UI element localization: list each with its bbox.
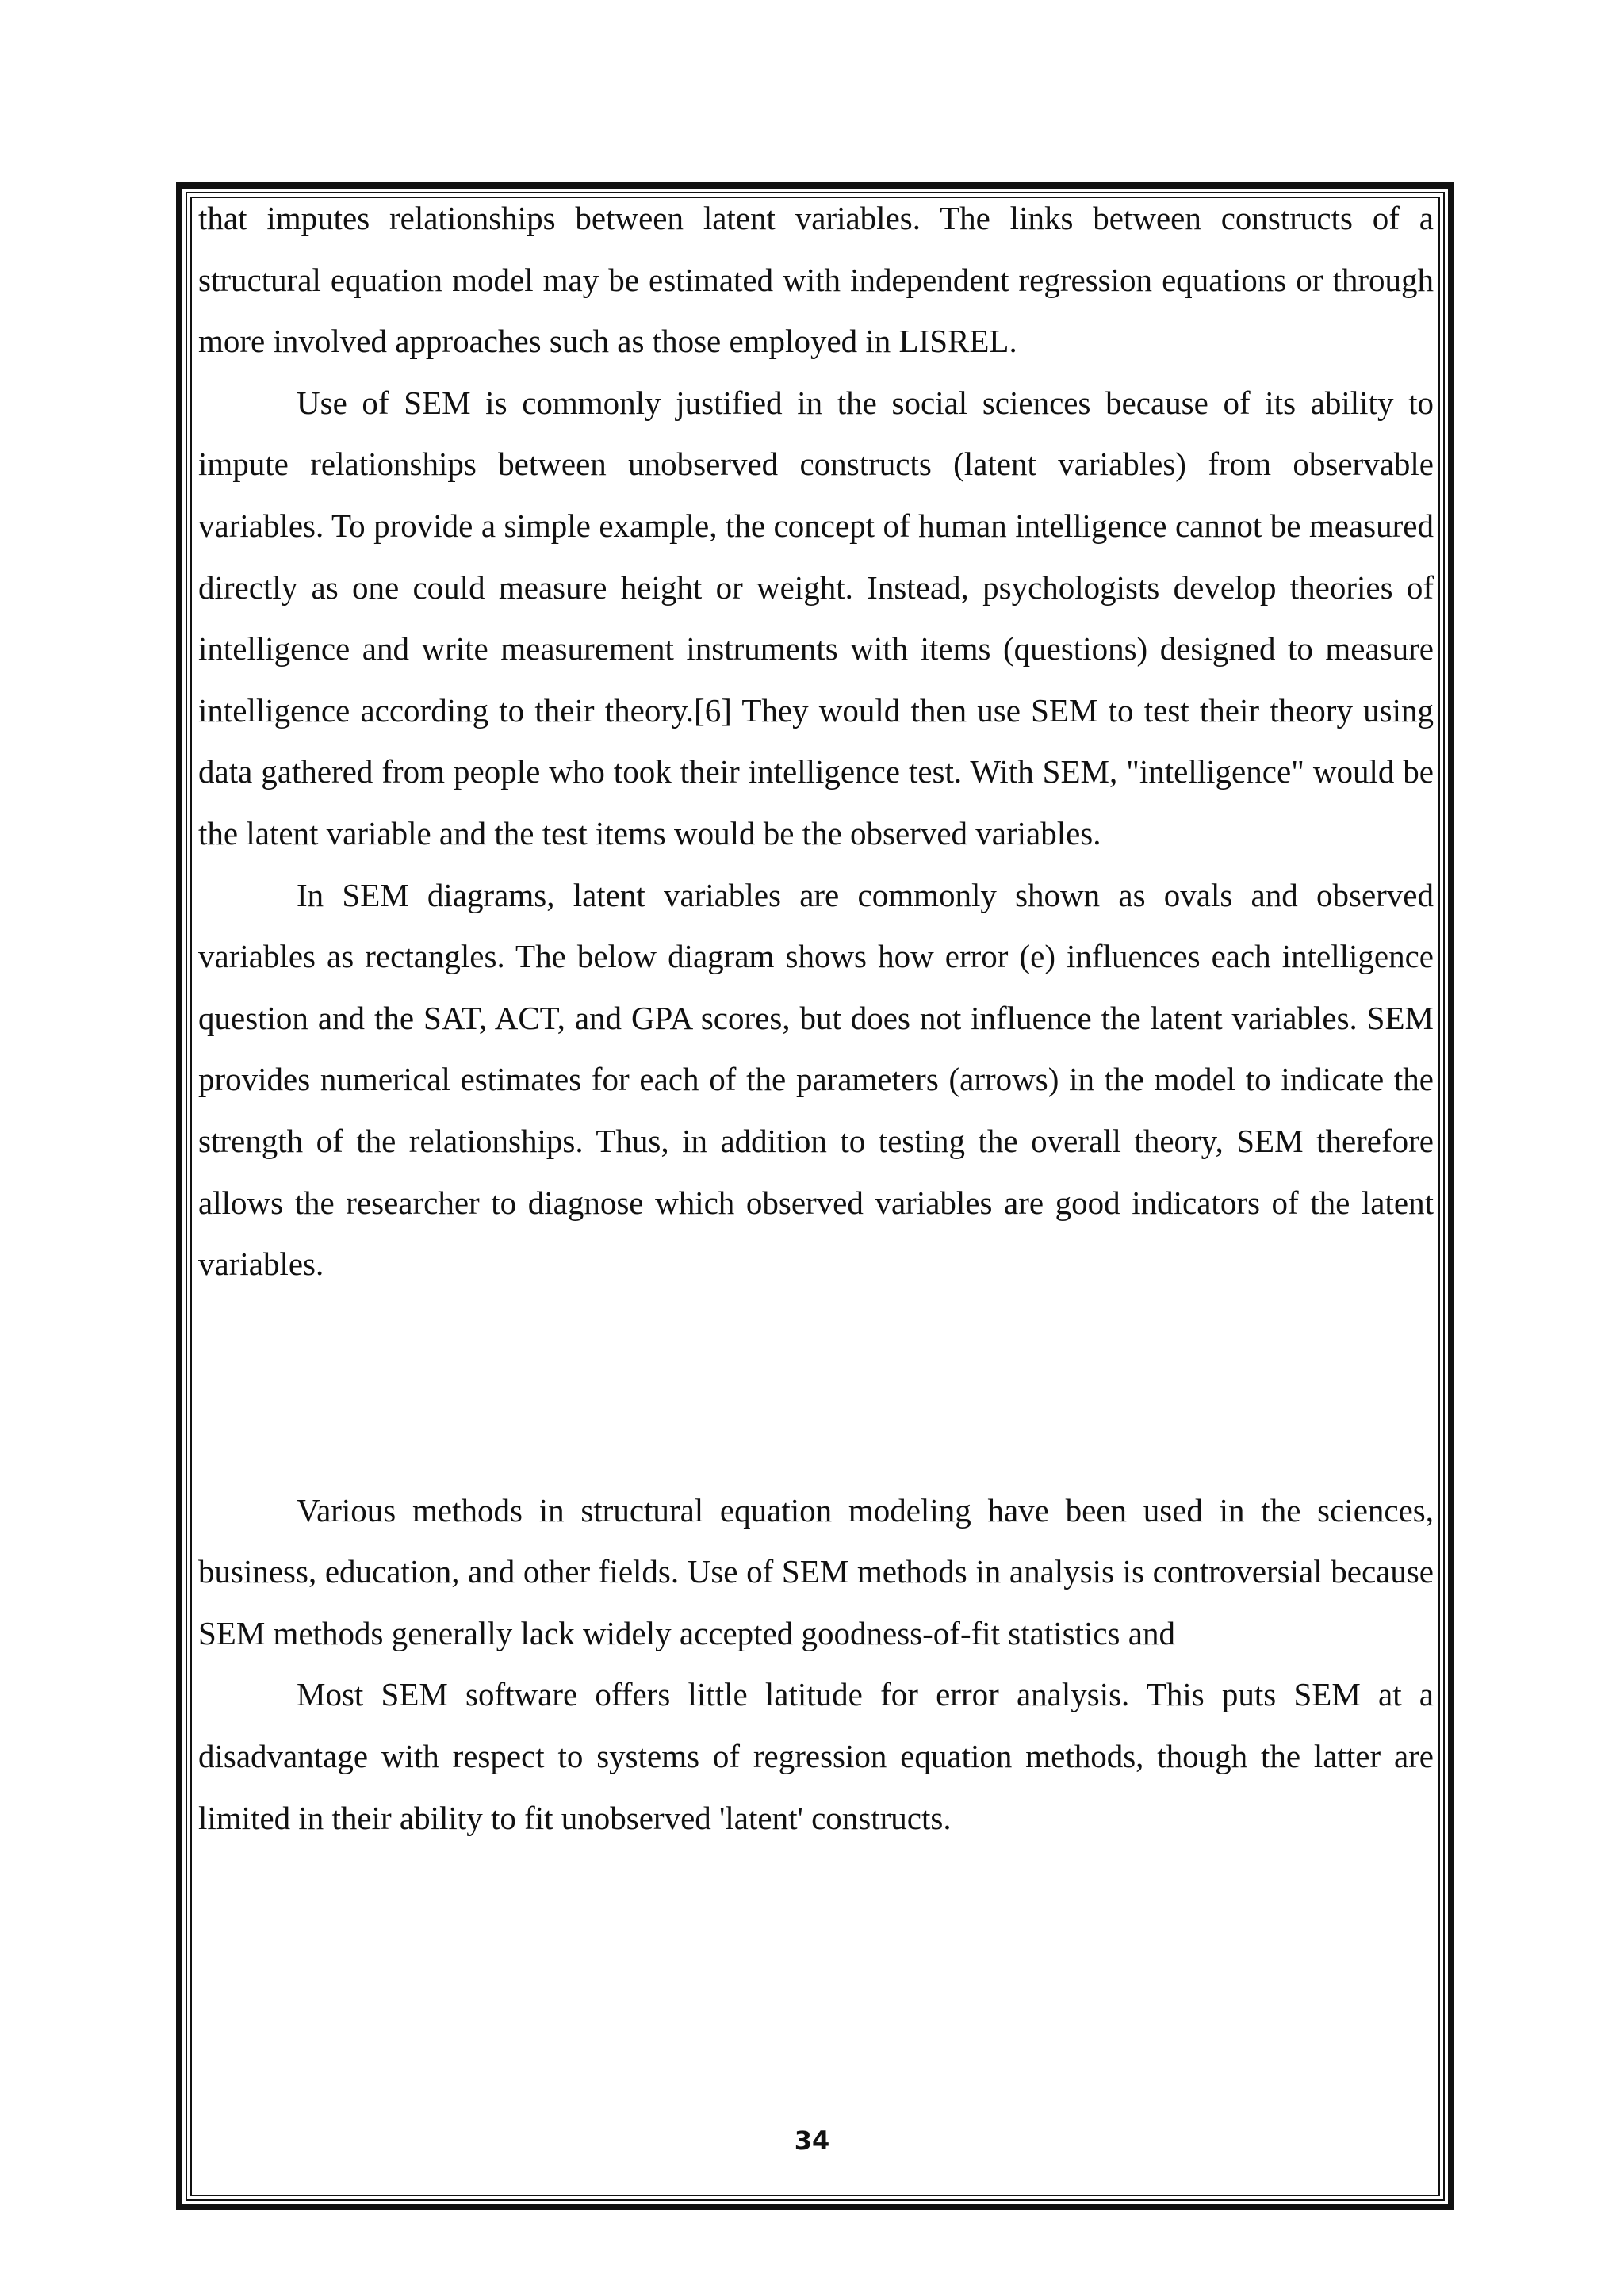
- page-number: 34: [794, 2126, 830, 2156]
- paragraph-sem-latent-links: that imputes relationships between latent variables. The links between constructs of a structural equation model may be estimated with independent regression equations or through more involved approaches such as those employed in LISREL.: [198, 200, 1434, 360]
- diagram-placeholder-gap: [198, 1295, 1434, 1480]
- paragraph-sem-software: Most SEM software offers little latitude for error analysis. This puts SEM at a disadvantage with respect to systems of regression equation methods, though the latter are limited in their ability to fit unobserved 'latent' constructs.: [198, 1676, 1434, 1836]
- paragraph-sem-methods: Various methods in structural equation modeling have been used in the sciences, business, education, and other fields. Use of SEM methods in analysis is controversial because SEM methods generally lack widely accepted goodness-of-fit statistics and: [198, 1491, 1434, 1651]
- paragraph-sem-diagrams: In SEM diagrams, latent variables are commonly shown as ovals and observed variables as rectangles. The below diagram shows how error (e) influences each intelligence question and the SAT, ACT, and GPA scores, but does not influence the latent variables. SEM provides numerical estimates for each of the parameters (arrows) in the model to indicate the strength of the relationships. Thus, in addition to testing the overall theory, SEM therefore allows the researcher to diagnose which observed variables are good indicators of the latent variables.: [198, 876, 1434, 1283]
- paragraph-sem-justification: Use of SEM is commonly justified in the social sciences because of its ability to impute relationships between unobserved constructs (latent variables) from observable variables. To provide a simple example, the concept of human intelligence cannot be measured directly as one could measure height or weight. Instead, psychologists develop theories of intelligence and write measurement instruments with items (questions) designed to measure intelligence according to their theory.[6] They would then use SEM to test their theory using data gathered from people who took their intelligence test. With SEM, "intelligence" would be the latent variable and the test items would be the observed variables.: [198, 384, 1434, 851]
- page-body: [198, 188, 1434, 1849]
